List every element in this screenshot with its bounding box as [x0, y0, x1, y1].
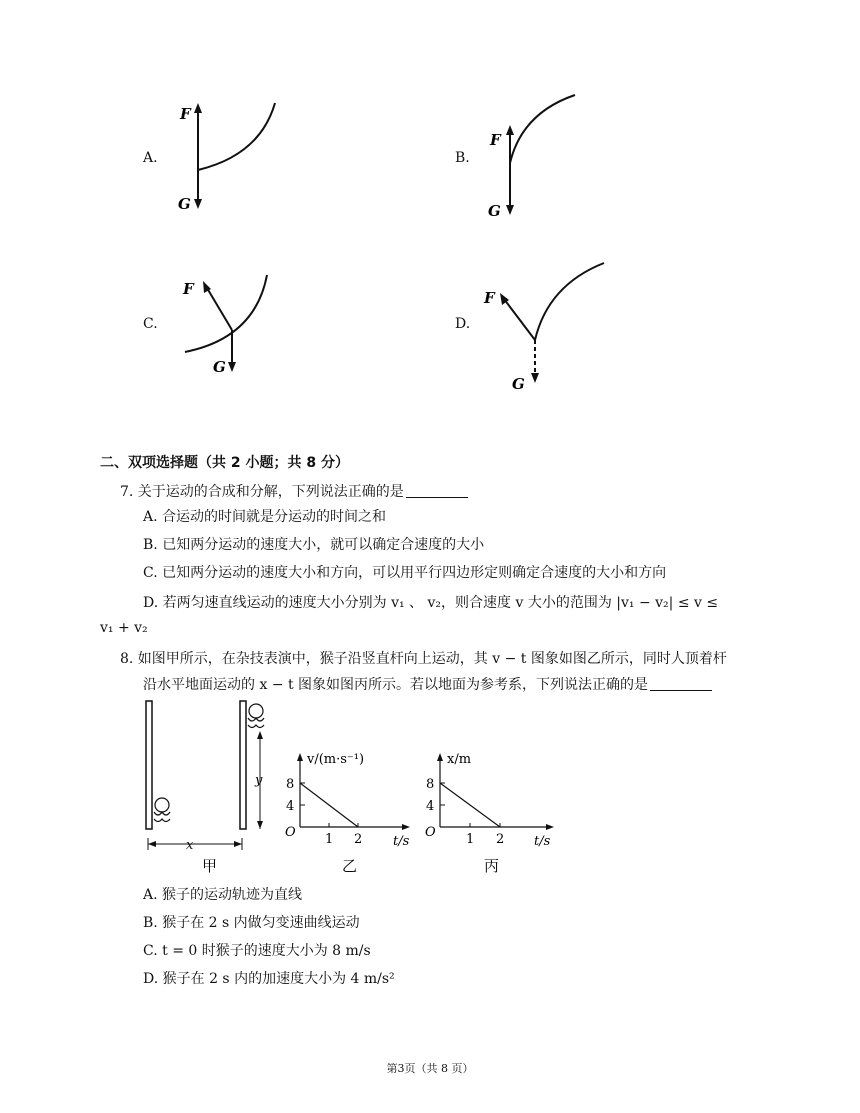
- q7-option-c: C. 已知两分运动的速度大小和方向，可以用平行四边形定则确定合速度的大小和方向: [143, 565, 667, 581]
- q8-option-a: A. 猴子的运动轨迹为直线: [143, 887, 303, 903]
- figure-bing-chart: [420, 745, 560, 880]
- x-tick-1: 1: [325, 832, 334, 847]
- x-tick-1: 1: [466, 832, 475, 847]
- option-d-label: D.: [455, 316, 471, 332]
- caption-jia: 甲: [202, 857, 218, 875]
- gravity-g-label: G: [512, 375, 525, 393]
- option-b-label: B.: [455, 150, 470, 166]
- option-b-diagram: [482, 85, 592, 220]
- monkey-bottom-icon: [154, 798, 170, 822]
- force-f-label: F: [180, 105, 191, 123]
- x-tick-2: 2: [354, 832, 363, 847]
- q8-stem-line2-wrap: [143, 674, 712, 694]
- y-tick-8: 8: [426, 777, 435, 792]
- caption-yi: 乙: [342, 857, 358, 875]
- option-a-diagram: [170, 95, 290, 220]
- option-a-label: A.: [143, 150, 158, 166]
- q7-stem: 7. 关于运动的合成和分解，下列说法正确的是: [120, 484, 404, 500]
- caption-bing: 丙: [484, 857, 500, 875]
- q8-option-c: C. t = 0 时猴子的速度大小为 8 m/s: [143, 943, 371, 959]
- y-tick-4: 4: [286, 799, 295, 814]
- monkey-top-icon: [248, 704, 264, 728]
- x-label: x: [186, 838, 194, 853]
- q8-option-b: B. 猴子在 2 s 内做匀变速曲线运动: [143, 915, 360, 931]
- q8-option-d: D. 猴子在 2 s 内的加速度大小为 4 m/s²: [143, 971, 395, 987]
- option-c-diagram: [175, 270, 285, 380]
- x-tick-2: 2: [496, 832, 505, 847]
- y-label: y: [255, 773, 263, 788]
- answer-blank: [650, 676, 712, 691]
- q7-option-d: D. 若两匀速直线运动的速度大小分别为 v₁ 、 v₂，则合速度 v 大小的范围为 |v₁ − v₂| ≤ v ≤: [143, 595, 719, 611]
- x-axis-label: t/s: [393, 834, 410, 849]
- gravity-g-label: G: [488, 202, 501, 220]
- pole-right: [240, 701, 246, 829]
- force-f-label: F: [484, 289, 495, 307]
- q7-option-a: A. 合运动的时间就是分运动的时间之和: [143, 509, 387, 525]
- option-c-label: C.: [143, 316, 158, 332]
- gravity-g-label: G: [213, 358, 226, 376]
- pole-left: [146, 701, 152, 829]
- y-tick-8: 8: [286, 777, 295, 792]
- q7-option-b: B. 已知两分运动的速度大小，就可以确定合速度的大小: [143, 537, 485, 553]
- x-axis-label: t/s: [534, 834, 551, 849]
- figure-yi-chart: [280, 745, 415, 880]
- origin-label: O: [425, 825, 436, 840]
- gravity-g-label: G: [178, 195, 191, 213]
- y-axis-label: x/m: [447, 752, 472, 767]
- q8-stem-line2: 沿水平地面运动的 x − t 图象如图丙所示。若以地面为参考系，下列说法正确的是: [143, 677, 649, 693]
- figure-jia: [138, 695, 288, 875]
- y-tick-4: 4: [426, 799, 435, 814]
- force-f-label: F: [183, 280, 194, 298]
- y-axis-label: v/(m·s⁻¹): [307, 752, 365, 767]
- q7-stem-line: [120, 481, 468, 501]
- origin-label: O: [285, 825, 296, 840]
- series-line: [300, 783, 358, 827]
- q7-option-d-continued: v₁ + v₂: [100, 620, 148, 636]
- force-f-label: F: [490, 131, 501, 149]
- section-title: 二、双项选择题（共 2 小题；共 8 分）: [100, 455, 349, 471]
- q8-stem-line1: 8. 如图甲所示，在杂技表演中，猴子沿竖直杆向上运动，其 v − t 图象如图乙所示，同时人顶着杆: [120, 651, 727, 667]
- answer-blank: [406, 483, 468, 498]
- option-d-diagram: [480, 255, 610, 395]
- page-footer: 第3页（共 8 页）: [386, 1062, 474, 1075]
- series-line: [440, 783, 500, 827]
